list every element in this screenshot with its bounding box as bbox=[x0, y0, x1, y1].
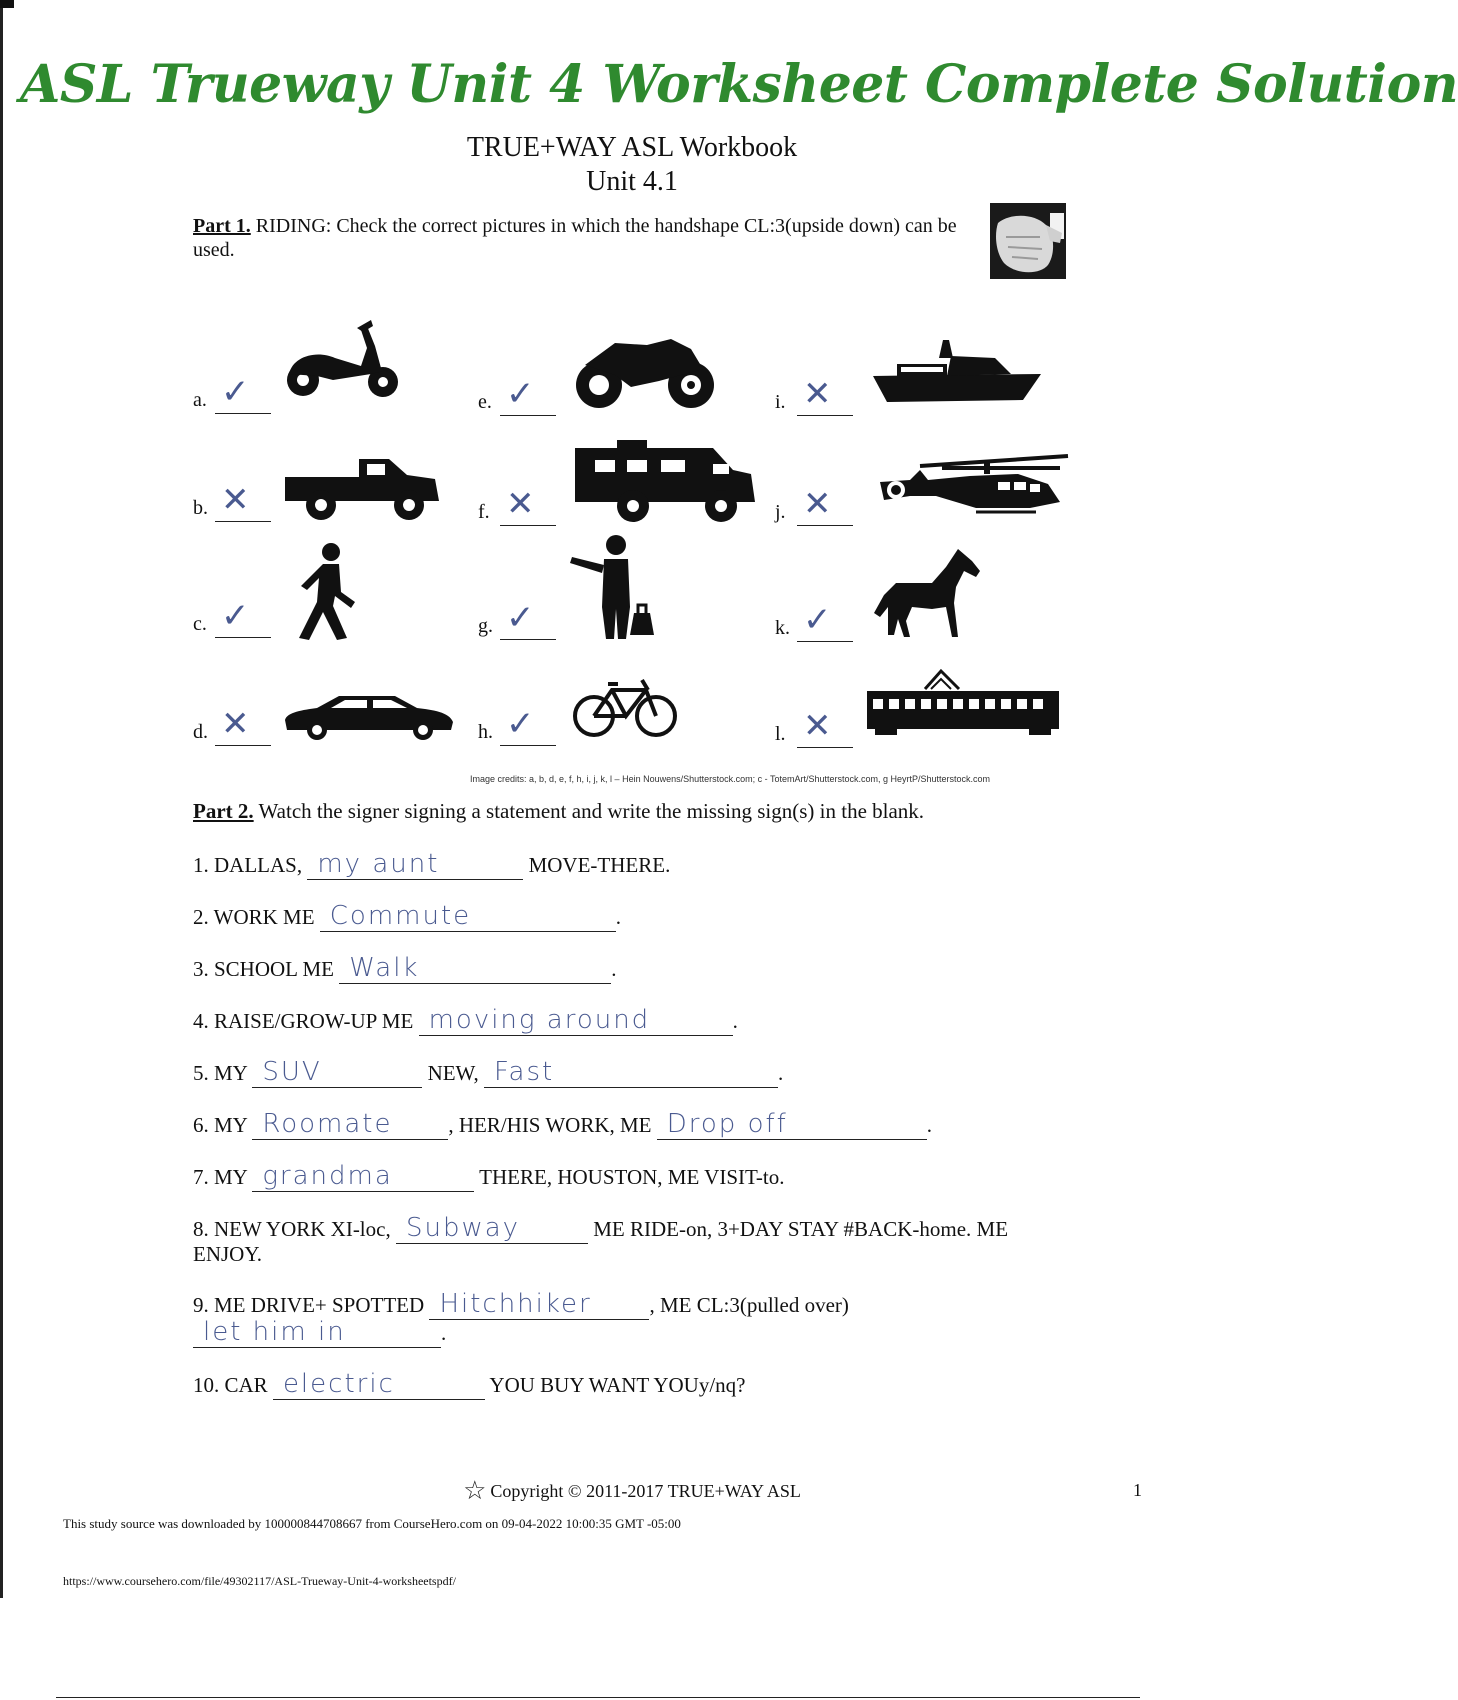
answer-field[interactable]: SUV bbox=[252, 1058, 422, 1088]
part2-instruction: Watch the signer signing a statement and write the missing sign(s) in the blank. bbox=[258, 799, 925, 823]
answer-item-l bbox=[775, 704, 855, 750]
answer-item-g bbox=[478, 596, 558, 642]
question-10 bbox=[193, 1370, 745, 1400]
answer-item-h bbox=[478, 702, 558, 748]
answer-mark: ✓ bbox=[221, 372, 250, 412]
image-credits: Image credits: a, b, d, e, f, h, i, j, k, l – Hein Nouwens/Shutterstock.com; c - TotemArt/Shutterstock.com, g HeyrtP/Shutterstock.com bbox=[470, 774, 991, 784]
answer-field[interactable]: moving around bbox=[419, 1006, 733, 1036]
answer-field[interactable]: Hitchhiker bbox=[429, 1290, 649, 1320]
question-1 bbox=[193, 850, 670, 880]
answer-mark: ✓ bbox=[506, 374, 535, 414]
question-text: 10. CAR bbox=[193, 1373, 273, 1397]
question-text: 6. MY bbox=[193, 1113, 253, 1137]
helicopter-icon bbox=[880, 450, 1070, 520]
item-letter: f. bbox=[478, 501, 490, 523]
question-text: 3. SCHOOL ME bbox=[193, 957, 340, 981]
source-url[interactable]: https://www.coursehero.com/file/49302117/ASL-Trueway-Unit-4-worksheetspdf/ bbox=[63, 1574, 456, 1588]
question-text: 8. NEW YORK XI-loc, bbox=[193, 1217, 396, 1241]
boat-icon bbox=[873, 340, 1043, 408]
question-text: . bbox=[615, 905, 622, 929]
answer-field[interactable]: electric bbox=[273, 1370, 485, 1400]
item-letter: g. bbox=[478, 615, 493, 637]
copyright-text: Copyright © 2011-2017 TRUE+WAY ASL bbox=[490, 1481, 801, 1501]
question-text: 2. WORK ME bbox=[193, 905, 320, 929]
question-text: , HER/HIS WORK, ME bbox=[448, 1113, 657, 1137]
bottom-divider bbox=[56, 1697, 1140, 1698]
motorcycle-icon bbox=[575, 335, 715, 411]
item-letter: d. bbox=[193, 721, 208, 743]
question-text: 1. DALLAS, bbox=[193, 853, 308, 877]
answer-item-d bbox=[193, 702, 273, 748]
item-letter: l. bbox=[775, 723, 786, 745]
answer-field[interactable]: Commute bbox=[320, 902, 616, 932]
pickup-truck-icon bbox=[285, 455, 441, 523]
question-5 bbox=[193, 1058, 783, 1088]
question-text: 5. MY bbox=[193, 1061, 253, 1085]
answer-item-k bbox=[775, 598, 855, 644]
answer-item-f bbox=[478, 482, 558, 528]
headline: ASL Trueway Unit 4 Worksheet Complete Solution bbox=[20, 54, 1458, 115]
question-7 bbox=[193, 1162, 784, 1192]
item-letter: h. bbox=[478, 721, 493, 743]
source-notice: This study source was downloaded by 100000844708667 from CourseHero.com on 09-04-2022 10:00:35 GMT -05:00 bbox=[63, 1516, 681, 1531]
answer-mark: ✕ bbox=[803, 484, 832, 524]
part1-instruction: RIDING: Check the correct pictures in which the handshape CL:3(upside down) can be used. bbox=[193, 215, 957, 261]
answer-mark: ✓ bbox=[506, 704, 535, 744]
question-text: THERE, HOUSTON, ME VISIT-to. bbox=[474, 1165, 785, 1189]
answer-field[interactable]: my aunt bbox=[307, 850, 523, 880]
horse-icon bbox=[872, 547, 982, 639]
copyright-footer bbox=[0, 1476, 1264, 1506]
question-text: NEW, bbox=[422, 1061, 484, 1085]
trolley-icon bbox=[865, 665, 1061, 737]
question-text: YOU BUY WANT YOUy/nq? bbox=[484, 1373, 746, 1397]
scan-corner-mark bbox=[0, 0, 14, 8]
answer-item-c bbox=[193, 594, 273, 640]
item-letter: j. bbox=[775, 501, 786, 523]
scooter-icon bbox=[283, 318, 403, 402]
item-letter: b. bbox=[193, 497, 208, 519]
item-letter: a. bbox=[193, 389, 207, 411]
question-9 bbox=[193, 1290, 849, 1320]
part2-instructions bbox=[193, 799, 924, 824]
answer-mark: ✕ bbox=[221, 480, 250, 520]
answer-field[interactable]: Subway bbox=[396, 1214, 588, 1244]
answer-field[interactable]: grandma bbox=[252, 1162, 474, 1192]
question-4 bbox=[193, 1006, 738, 1036]
part1-instructions bbox=[193, 214, 993, 262]
question-text: . bbox=[926, 1113, 933, 1137]
star-icon: ☆ bbox=[463, 1476, 487, 1505]
question-text: ME RIDE-on, 3+DAY STAY #BACK-home. ME bbox=[587, 1217, 1009, 1241]
part2-label: Part 2. bbox=[193, 799, 254, 823]
answer-field[interactable]: Fast bbox=[484, 1058, 778, 1088]
question-text: . bbox=[611, 957, 617, 981]
part1-label: Part 1. bbox=[193, 215, 251, 237]
answer-mark: ✕ bbox=[221, 704, 250, 744]
answer-item-i bbox=[775, 372, 855, 418]
item-letter: e. bbox=[478, 391, 492, 413]
bicycle-icon bbox=[572, 676, 678, 738]
answer-mark: ✕ bbox=[506, 484, 535, 524]
question-text: , ME CL:3(pulled over) bbox=[649, 1293, 849, 1317]
page-number: 1 bbox=[1133, 1480, 1142, 1500]
answer-mark: ✕ bbox=[803, 706, 832, 746]
question-text: 4. RAISE/GROW-UP ME bbox=[193, 1009, 419, 1033]
car-icon bbox=[283, 692, 455, 740]
item-letter: i. bbox=[775, 391, 786, 413]
question-3 bbox=[193, 954, 616, 984]
hitchhiker-icon bbox=[568, 535, 658, 639]
question-text: . bbox=[441, 1321, 447, 1345]
question-text: . bbox=[777, 1061, 784, 1085]
answer-field[interactable]: Walk bbox=[339, 954, 611, 984]
question-text: 7. MY bbox=[193, 1165, 253, 1189]
answer-mark: ✓ bbox=[506, 598, 535, 638]
question-text: MOVE-THERE. bbox=[523, 853, 671, 877]
answer-mark: ✕ bbox=[803, 374, 832, 414]
workbook-title: TRUE+WAY ASL Workbook bbox=[466, 132, 798, 163]
answer-field[interactable]: let him in bbox=[193, 1318, 441, 1348]
walking-person-icon bbox=[295, 542, 361, 640]
question-2 bbox=[193, 902, 621, 932]
answer-item-b bbox=[193, 478, 273, 524]
answer-item-j bbox=[775, 482, 855, 528]
answer-item-e bbox=[478, 372, 558, 418]
question-text: . bbox=[732, 1009, 738, 1033]
answer-item-a bbox=[193, 370, 273, 416]
unit-title: Unit 4.1 bbox=[586, 166, 678, 197]
rv-camper-icon bbox=[573, 440, 758, 526]
scan-left-edge bbox=[0, 8, 3, 1598]
question-9-continued bbox=[193, 1318, 446, 1348]
answer-field[interactable]: Drop off bbox=[657, 1110, 927, 1140]
item-letter: k. bbox=[775, 617, 790, 639]
item-letter: c. bbox=[193, 613, 207, 635]
answer-mark: ✓ bbox=[221, 596, 250, 636]
question-text: 9. ME DRIVE+ SPOTTED bbox=[193, 1293, 430, 1317]
question-8 bbox=[193, 1214, 1008, 1244]
question-8-continued: ENJOY. bbox=[193, 1242, 263, 1266]
question-6 bbox=[193, 1110, 932, 1140]
handshape-photo bbox=[990, 203, 1066, 279]
answer-field[interactable]: Roomate bbox=[252, 1110, 448, 1140]
answer-mark: ✓ bbox=[803, 600, 832, 640]
